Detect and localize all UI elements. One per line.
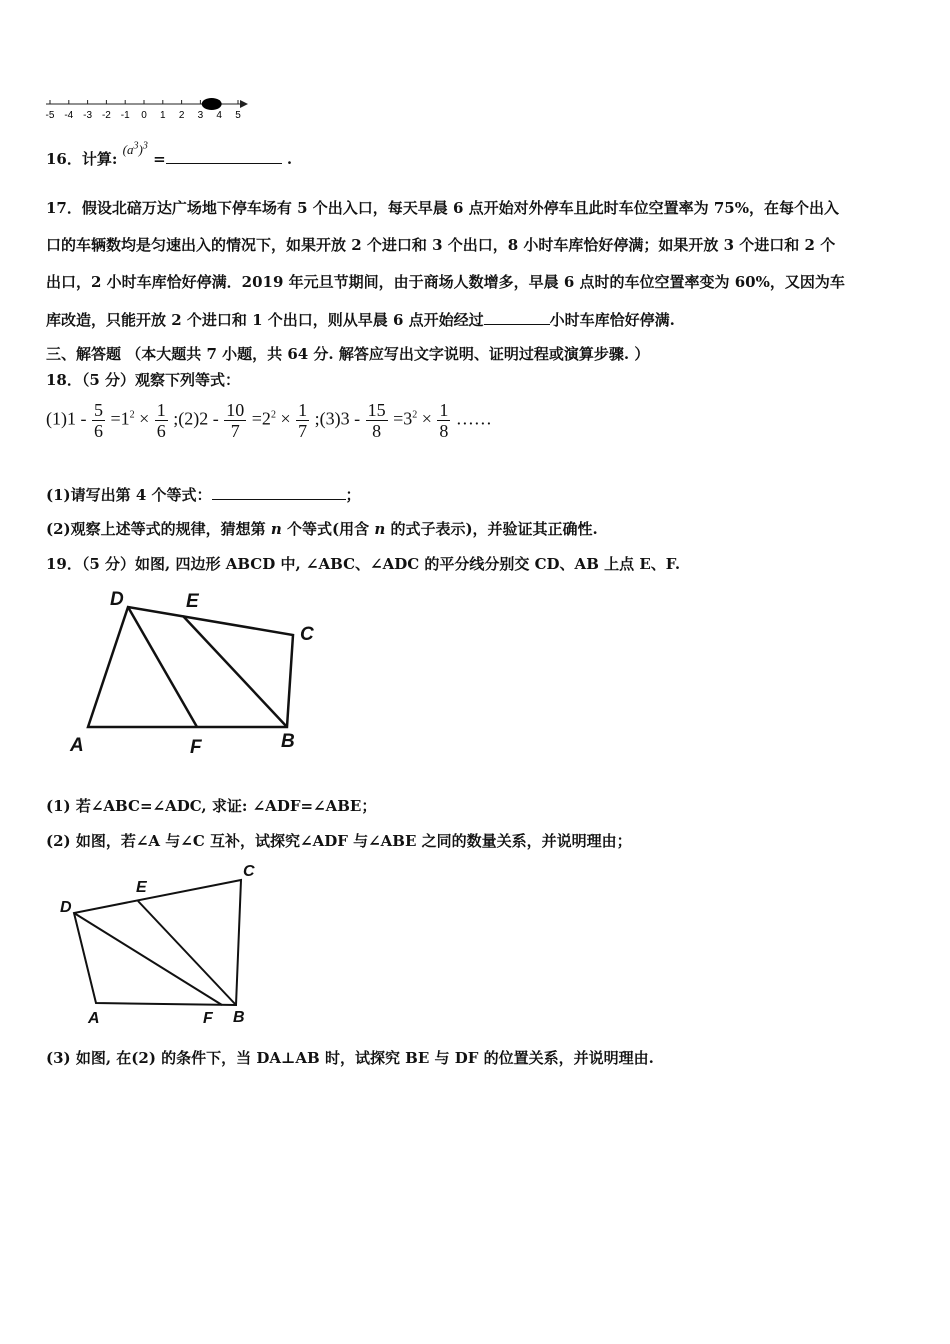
- answer-blank-17[interactable]: [484, 324, 550, 325]
- number-line-tick-label: 4: [216, 110, 222, 121]
- number-line-arrow: [240, 100, 248, 108]
- fig2-segment-df: [74, 913, 222, 1005]
- fig2-label-a: A: [88, 1010, 100, 1027]
- question-19-part-1: (1) 若∠ABC=∠ADC, 求证: ∠ADF=∠ABE；: [46, 797, 377, 815]
- fig1-label-a: A: [70, 735, 84, 756]
- fig1-label-d: D: [110, 589, 124, 610]
- figure-1-quadrilateral: [60, 585, 340, 760]
- fig2-quad-abcd: [74, 880, 241, 1005]
- question-18-part-2: (2)观察上述等式的规律，猜想第 n 个等式(用含 n 的式子表示)，并验证其正确性.: [46, 520, 598, 538]
- question-19-part-2: (2) 如图，若∠A 与∠C 互补，试探究∠ADF 与∠ABE 之同的数量关系，并说明理由；: [46, 832, 632, 850]
- number-line-tick-label: 2: [178, 110, 185, 121]
- fig1-segment-df: [128, 607, 197, 727]
- number-line-tick-label: -2: [101, 110, 111, 121]
- question-17-line-4: 库改造，只能开放 2 个进口和 1 个出口，则从早晨 6 点开始经过 小时车库恰好停满.: [46, 311, 675, 329]
- number-line-tick-label: -4: [64, 110, 74, 121]
- number-line-tick-label: 3: [197, 110, 204, 121]
- fig1-segment-be: [183, 616, 287, 727]
- fig2-label-f: F: [203, 1010, 213, 1027]
- answer-blank-18[interactable]: [212, 499, 346, 500]
- number-line: [40, 92, 260, 124]
- question-16: 16．计算: $(a^3)^3$ = .: [46, 140, 293, 168]
- number-line-tick-label: 5: [235, 110, 241, 121]
- question-19-header: 19．（5 分）如图, 四边形 ABCD 中, ∠ABC、∠ADC 的平分线分别交 CD、AB 上点 E、F.: [46, 555, 681, 573]
- fig1-label-f: F: [190, 737, 202, 758]
- fig2-label-e: E: [136, 879, 147, 896]
- question-17-line-2: 口的车辆数均是匀速出入的情况下，如果开放 2 个进口和 3 个出口，8 小时车库恰好停满；如果开放 3 个进口和 2 个: [46, 236, 836, 254]
- fig1-label-c: C: [300, 624, 314, 645]
- question-19-part-3: (3) 如图, 在(2) 的条件下，当 DA⊥AB 时，试探究 BE 与 DF 的位置关系，并说明理由.: [46, 1049, 654, 1067]
- fig1-label-b: B: [281, 731, 295, 752]
- question-18-formula: (1)1 - $\frac{5}{6}$ $=1^2$ × $\frac{1}{6}$ ;(2)2 - $\frac{10}{7}$ $=2^2$ × $\frac{1}{7}$ ;(3)3 - $\frac{15}{8}$ $=3^2$ × $\frac{1}{8}$ ……: [46, 400, 492, 441]
- figure-2-quadrilateral: [50, 858, 280, 1033]
- answer-blank-16[interactable]: [166, 163, 282, 164]
- number-line-tick-label: -1: [120, 110, 130, 121]
- fig1-label-e: E: [186, 591, 199, 612]
- section-3-heading: 三、解答题 （本大题共 7 小题，共 64 分. 解答应写出文字说明、证明过程或演算步骤. ）: [46, 345, 650, 363]
- fig2-label-b: B: [233, 1009, 245, 1026]
- number-line-tick-label: 1: [160, 110, 166, 121]
- question-18-part-1: (1)请写出第 4 个等式： ；: [46, 486, 361, 504]
- fig2-label-c: C: [243, 863, 255, 880]
- number-line-marked-point: [202, 98, 222, 110]
- number-line-tick-label: -5: [45, 110, 55, 121]
- fig2-label-d: D: [60, 899, 72, 916]
- question-18-header: 18．（5 分）观察下列等式：: [46, 371, 241, 389]
- number-line-tick-label: 0: [141, 110, 147, 121]
- fig2-segment-be: [138, 901, 236, 1005]
- number-line-tick-label: -3: [83, 110, 93, 121]
- question-17-line-1: 17．假设北碚万达广场地下停车场有 5 个出入口，每天早晨 6 点开始对外停车且此时车位空置率为 75%，在每个出入: [46, 199, 839, 217]
- question-17-line-3: 出口，2 小时车库恰好停满．2019 年元旦节期间，由于商场人数增多，早晨 6 点时的车位空置率变为 60%，又因为车: [46, 273, 845, 291]
